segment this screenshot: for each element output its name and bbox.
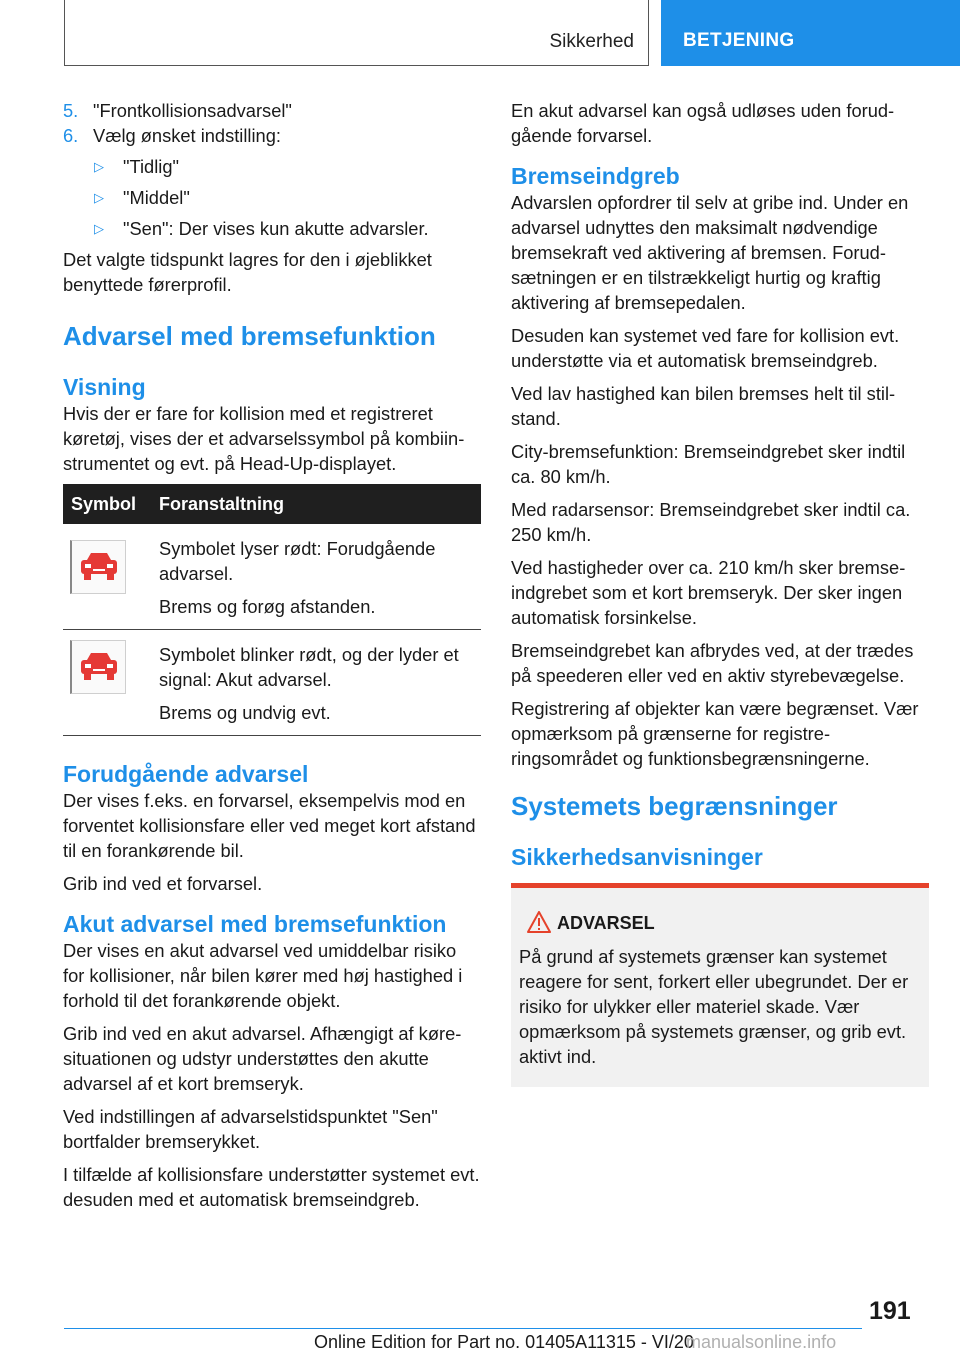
symbol-description: Symbolet blinker rødt, og der lyder et signal: Akut advarsel. [159, 644, 459, 690]
heading-limits: Systemets begrænsninger [511, 791, 838, 821]
paragraph-brems: Med radarsensor: Bremseindgrebet sker indtil ca. 250 km/h. [511, 499, 911, 545]
edition-text: Online Edition for Part no. 01405A11315 - VI/20 [314, 1332, 694, 1352]
heading-akut: Akut advarsel med bremsefunktion [63, 911, 447, 937]
table-row [63, 524, 481, 630]
paragraph-brems: Advarslen opfordrer til selv at gribe ind. Under en advarsel udnyttes den maksimalt nødvendige bremsekraft ved aktivering af bremsen. Forudsætningen er en tilstrækkeligt hurtig og kraftig aktivering af bremsepedalen. [511, 192, 909, 313]
page-number: 191 [869, 1297, 911, 1325]
option-item [63, 185, 481, 210]
heading-main: Advarsel med bremsefunktion [63, 321, 436, 351]
heading-bremseindgreb: Bremseindgreb [511, 163, 680, 189]
option-text: "Middel" [123, 187, 190, 208]
paragraph-brems: Registrering af objekter kan være begrænset. Vær opmærksom på grænserne for registreringsområdet og funktionsbegrænsningerne. [511, 698, 919, 769]
footer-divider [64, 1328, 862, 1329]
front-collision-car-icon [70, 540, 126, 594]
left-column [63, 98, 481, 1220]
warning-triangle-icon [527, 911, 551, 933]
step-number: 6. [63, 125, 79, 146]
symbol-action: Brems og undvig evt. [159, 702, 331, 723]
option-text: "Tidlig" [123, 156, 179, 177]
paragraph-brems: Bremseindgrebet kan afbrydes ved, at der trædes på speederen eller ved en aktiv styrebevægelse. [511, 640, 914, 686]
table-row [63, 630, 481, 736]
symbol-table [63, 484, 481, 736]
paragraph-brems: Ved lav hastighed kan bilen bremses helt til stilstand. [511, 383, 896, 429]
watermark: manualsonline.info [686, 1332, 837, 1352]
warning-title: ADVARSEL [557, 913, 655, 933]
heading-forud: Forudgående advarsel [63, 761, 309, 787]
symbol-description: Symbolet lyser rødt: Forudgående advarsel. [159, 538, 436, 584]
paragraph-forud-2: Grib ind ved et forvarsel. [63, 873, 263, 894]
paragraph-brems: City-bremsefunktion: Bremseindgrebet sker indtil ca. 80 km/h. [511, 441, 906, 487]
column-header-symbol: Symbol [63, 484, 155, 524]
triangle-right-icon: ▷ [94, 159, 104, 174]
triangle-right-icon: ▷ [94, 190, 104, 205]
symbol-action: Brems og forøg afstanden. [159, 596, 376, 617]
option-item [63, 154, 481, 179]
step-text: Vælg ønsket indstilling: [93, 125, 281, 146]
warning-text: På grund af systemets grænser kan systemet reagere for sent, forkert eller ubegrundet. Der er risiko for ulykker eller materiel skade. Vær opmærksom på systemets grænser, og grib evt. aktivt ind. [519, 946, 909, 1067]
paragraph-visning: Hvis der er fare for kollision med et registreret køretøj, vises der et advarselssymbol på kombiinstrumentet og evt. på Head-Up-displayet. [63, 403, 465, 474]
right-column [511, 98, 929, 1087]
option-text: "Sen": Der vises kun akutte advarsler. [123, 218, 429, 239]
paragraph-brems: Ved hastigheder over ca. 210 km/h sker bremseindgrebet som et kort bremseryk. Der sker ingen automatisk forsinkelse. [511, 557, 906, 628]
header-section-box [64, 0, 649, 66]
profile-note: Det valgte tidspunkt lagres for den i øjeblikket benyttede førerprofil. [63, 249, 432, 295]
front-collision-car-icon [70, 640, 126, 694]
step-text: "Frontkollisionsadvarsel" [93, 100, 292, 121]
paragraph-akut-2: Grib ind ved en akut advarsel. Afhængigt af køresituationen og udstyr understøttes den akutte advarsel af et kort bremseryk. [63, 1023, 462, 1094]
step-number: 5. [63, 100, 79, 121]
paragraph-akut-1: Der vises en akut advarsel ved umiddelbar risiko for kollisioner, når bilen kører med høj hastighed i forhold til det forankørende objekt. [63, 940, 463, 1011]
paragraph-akut-4: I tilfælde af kollisionsfare understøtter systemet evt. desuden med et automatisk bremseindgreb. [63, 1164, 480, 1210]
triangle-right-icon: ▷ [94, 221, 104, 236]
heading-safety: Sikkerhedsanvisninger [511, 844, 763, 870]
paragraph-forud-1: Der vises f.eks. en forvarsel, eksempelvis mod en forventet kollisionsfare eller ved meget kort afstand til en forankørende bil. [63, 790, 476, 861]
column-header-action: Foranstaltning [155, 484, 481, 524]
heading-visning: Visning [63, 374, 146, 400]
paragraph-brems: Desuden kan systemet ved fare for kollision evt. understøtte via et automatisk bremseindgreb. [511, 325, 900, 371]
chapter-tab: BETJENING [661, 0, 960, 66]
paragraph-intro: En akut advarsel kan også udløses uden forudgående forvarsel. [511, 100, 895, 146]
warning-box [511, 883, 929, 1087]
step-item [63, 123, 481, 148]
step-item [63, 98, 481, 123]
section-title: Sikkerhed [549, 31, 634, 52]
option-item [63, 216, 481, 241]
paragraph-akut-3: Ved indstillingen af advarselstidspunktet "Sen" bortfalder bremserykket. [63, 1106, 438, 1152]
